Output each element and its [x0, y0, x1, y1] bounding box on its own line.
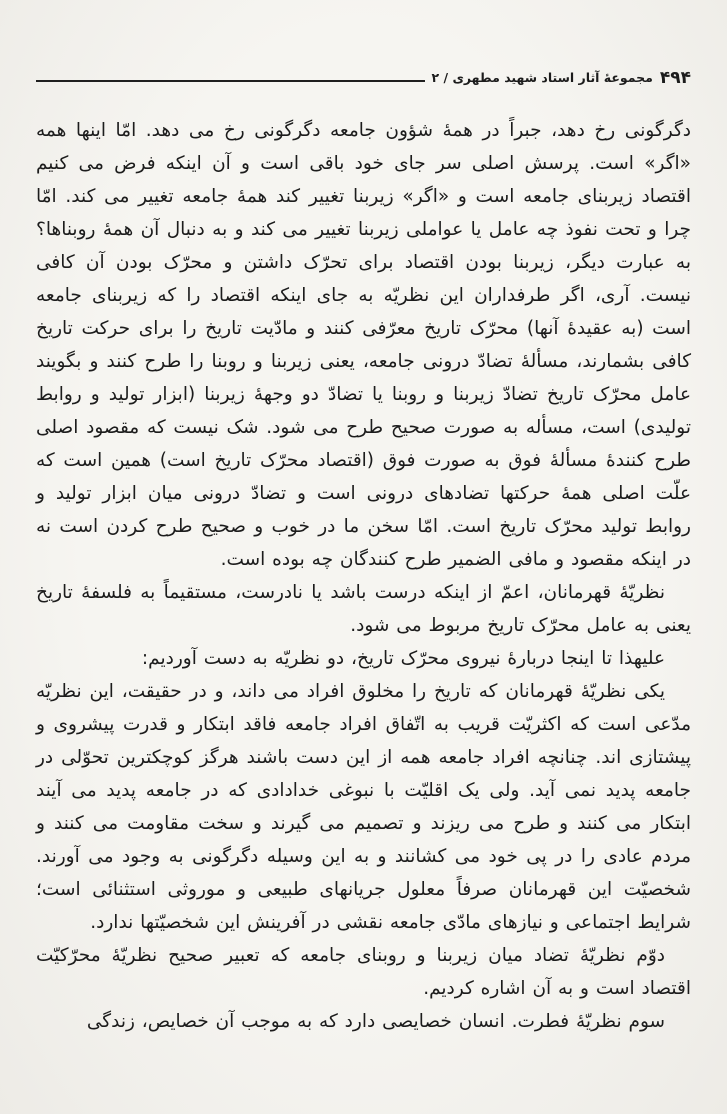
page-number: ۴۹۴ — [659, 68, 691, 88]
paragraph: دگرگونی رخ دهد، جبراً در همهٔ شؤون جامعه دگرگونی رخ می دهد. امّا اینها همه «اگر» است. پرسش اصلی سر جای خود باقی است و آن اینکه فرض می کنیم اقتصاد زیربنای جامعه است و «اگر» زیربنا تغییر کند همهٔ جامعه تغییر می کند. امّا چرا و تحت نفوذ چه عامل یا عواملی زیربنا تغییر می کند و به دنبال آن همهٔ روبناها؟ به عبارت دیگر، زیربنا بودن اقتصاد برای تحرّک داشتن و محرّک بودن آن کافی نیست. آری، اگر طرفداران این نظریّه به جای اینکه اقتصاد را که زیربنای جامعه است (به عقیدهٔ آنها) محرّک تاریخ معرّفی کنند و مادّیت تاریخ را برای حرکت تاریخ کافی بشمارند، مسألهٔ تضادّ درونی جامعه، یعنی زیربنا و روبنا را طرح کنند و بگویند عامل محرّک تاریخ تضادّ زیربنا و روبنا یا تضادّ دو وجههٔ زیربنا (ابزار تولید و روابط تولیدی) است، مسأله به صورت صحیح طرح می شود. شک نیست که مقصود اصلی طرح کنندهٔ مسألهٔ فوق به صورت فوق (اقتصاد محرّک تاریخ است) همین است که علّت اصلی همهٔ حرکتها تضادهای درونی است و تضادّ درونی میان ابزار تولید و روابط تولید محرّک تاریخ است. امّا سخن ما در خوب و صحیح طرح کردن است نه در اینکه مقصود و مافی الضمیر طرح کنندگان چه بوده است. — [36, 120, 691, 570]
header-rule — [36, 80, 425, 82]
paragraph: دوّم نظریّهٔ تضاد میان زیربنا و روبنای جامعه که تعبیر صحیح نظریّهٔ محرّکیّت اقتصاد است و به آن اشاره کردیم. — [36, 945, 691, 999]
book-title: مجموعهٔ آثار استاد شهید مطهری / ۲ — [431, 69, 653, 85]
paragraph: علیهذا تا اینجا دربارهٔ نیروی محرّک تاریخ، دو نظریّه به دست آوردیم: — [141, 648, 665, 669]
paragraph: سوم نظریّهٔ فطرت. انسان خصایصی دارد که به موجب آن خصایص، زندگی — [86, 1011, 665, 1032]
paragraph: یکی نظریّهٔ قهرمانان که تاریخ را مخلوق افراد می داند، و در حقیقت، این نظریّه مدّعی است که اکثریّت قریب به اتّفاق افراد جامعه فاقد ابتکار و قدرت پیشروی و پیشتازی اند. چنانچه افراد جامعه همه از این دست باشند هرگز کوچکترین تحوّلی در جامعه پدید نمی آید. ولی یک اقلیّت با نبوغی خدادادی که در جامعه پدید می آیند ابتکار می کنند و طرح می ریزند و تصمیم می گیرند و سخت مقاومت می کنند و مردم عادی را در پی خود می کشانند و به این وسیله دگرگونی به وجود می آورند. شخصیّت این قهرمانان صرفاً معلول جریانهای طبیعی و موروثی استثنائی است؛ شرایط اجتماعی و نیازهای مادّی جامعه نقشی در آفرینش این شخصیّتها ندارد. — [36, 681, 691, 933]
page-body — [36, 114, 691, 1038]
paragraph: نظریّهٔ قهرمانان، اعمّ از اینکه درست باشد یا نادرست، مستقیماً به فلسفهٔ تاریخ یعنی به عامل محرّک تاریخ مربوط می شود. — [36, 582, 691, 636]
page-header — [36, 68, 691, 88]
